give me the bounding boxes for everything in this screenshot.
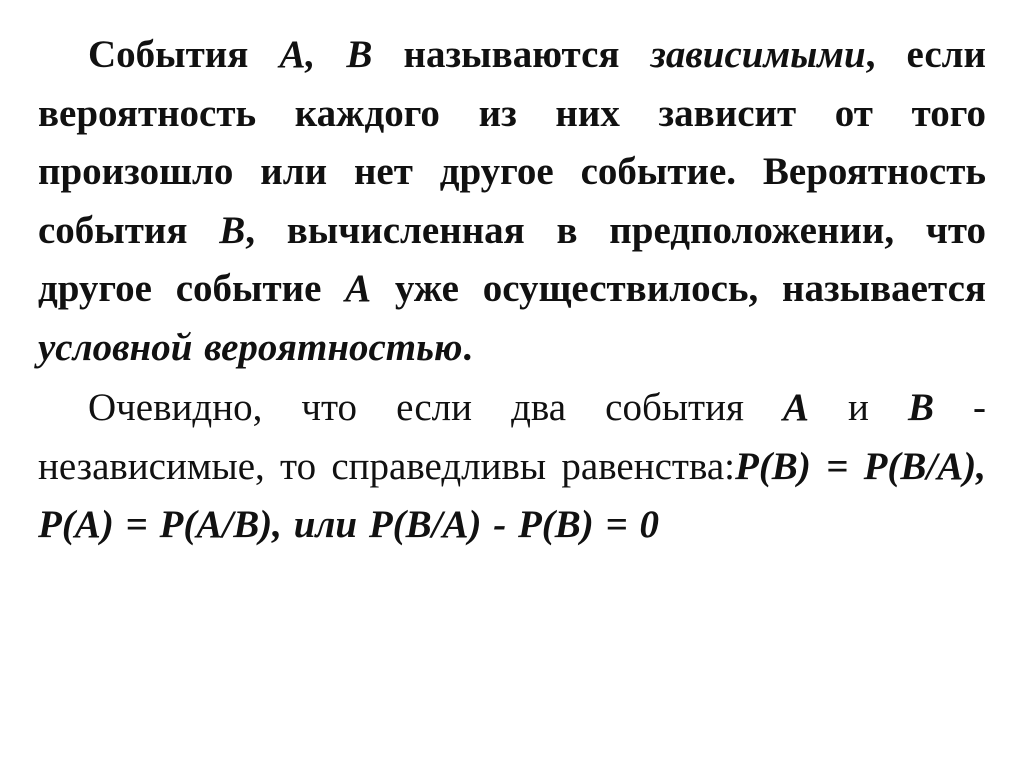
text-run: События [88, 33, 280, 76]
text-run: . [462, 325, 473, 369]
text-run: - независимые, то справедливы равенства: [38, 386, 986, 488]
text-run: уже осуществилось, называется [371, 267, 987, 310]
event-variable: В [219, 208, 246, 252]
term-conditional-probability: условной вероятностью [38, 325, 463, 369]
event-variable: А [782, 386, 809, 429]
text-run: , если вероятность каждого из них зависит от того произошло или нет другое событие. Вероятность события [38, 33, 987, 252]
slide-text [38, 26, 986, 555]
event-variables: А, В [279, 33, 373, 76]
definition-paragraph [38, 26, 986, 377]
text-run: и [808, 386, 908, 429]
term-dependent: зависимыми [650, 33, 866, 76]
text-run: называются [372, 33, 651, 76]
independence-paragraph [38, 379, 986, 555]
independence-formula: Р(В) = Р(В/А), Р(А) = Р(А/В), или Р(В/А) - Р(В) = 0 [38, 444, 986, 546]
text-run: , вычисленная в предположении, что другое событие [38, 208, 986, 310]
event-variable: А [345, 267, 372, 310]
event-variable: В [907, 386, 934, 429]
text-run: Очевидно, что если два события [88, 386, 783, 429]
